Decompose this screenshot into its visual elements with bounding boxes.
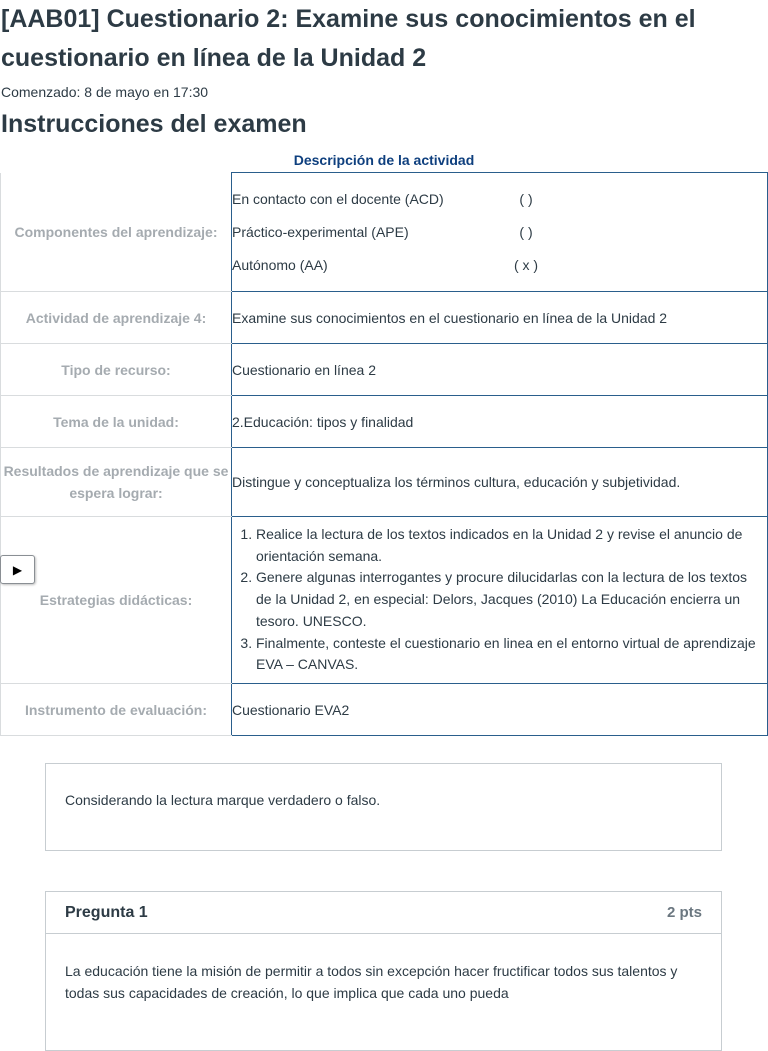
instrument-label: Instrumento de evaluación: xyxy=(1,684,232,736)
strategies-label: Estrategias didácticas: xyxy=(1,517,232,684)
component-name: Autónomo (AA) xyxy=(232,257,328,273)
resource-value: Cuestionario en línea 2 xyxy=(232,344,768,396)
row-strategies xyxy=(1,517,768,684)
topic-value: 2.Educación: tipos y finalidad xyxy=(232,396,768,448)
activity-table xyxy=(0,172,768,736)
row-resource xyxy=(1,344,768,396)
component-mark: ( ) xyxy=(519,224,533,240)
row-instrument xyxy=(1,684,768,736)
strategy-item: 2. Genere algunas interrogantes y procure dilucidarlas con la lectura de los textos de la Unidad 2, en especial: Delors, Jacques (2010) La Educación encierra un tesoro. UNESCO. xyxy=(256,567,763,632)
components-cell xyxy=(232,173,768,292)
started-timestamp: Comenzado: 8 de mayo en 17:30 xyxy=(1,84,209,100)
table-caption: Descripción de la actividad xyxy=(293,152,475,168)
strategies-list xyxy=(232,524,767,676)
components-label: Componentes del aprendizaje: xyxy=(1,173,232,292)
component-mark: ( ) xyxy=(519,191,533,207)
play-icon: ▶ xyxy=(12,562,23,577)
intro-box xyxy=(45,763,722,851)
row-results xyxy=(1,448,768,517)
instructions-heading: Instrucciones del examen xyxy=(1,110,307,138)
question-header xyxy=(46,892,721,934)
strategies-cell xyxy=(232,517,768,684)
component-item xyxy=(232,249,767,282)
row-activity xyxy=(1,292,768,344)
activity-label: Actividad de aprendizaje 4: xyxy=(1,292,232,344)
intro-text: Considerando la lectura marque verdadero o falso. xyxy=(65,792,381,808)
question-points: 2 pts xyxy=(666,904,702,921)
resource-label: Tipo de recurso: xyxy=(1,344,232,396)
results-value: Distingue y conceptualiza los términos cultura, educación y subjetividad. xyxy=(232,448,768,517)
row-components xyxy=(1,173,768,292)
component-item xyxy=(232,183,767,216)
strategy-item: 3. Finalmente, conteste el cuestionario en linea en el entorno virtual de aprendizaje EVA – CANVAS. xyxy=(256,633,763,676)
question-text: La educación tiene la misión de permitir a todos sin excepción hacer fructificar todos sus talentos y todas sus capacidades de creación, lo que implica que cada uno pueda xyxy=(65,963,678,1001)
strategy-item: 1. Realice la lectura de los textos indicados en la Unidad 2 y revise el anuncio de orientación semana. xyxy=(256,524,763,567)
question-card xyxy=(45,891,722,1051)
row-topic xyxy=(1,396,768,448)
results-label: Resultados de aprendizaje que se espera lograr: xyxy=(1,448,232,517)
component-mark: ( x ) xyxy=(513,257,539,273)
instrument-value: Cuestionario EVA2 xyxy=(232,684,768,736)
component-name: Práctico-experimental (APE) xyxy=(232,224,409,240)
play-button[interactable] xyxy=(0,555,35,584)
component-name: En contacto con el docente (ACD) xyxy=(232,191,444,207)
topic-label: Tema de la unidad: xyxy=(1,396,232,448)
component-item xyxy=(232,216,767,249)
quiz-title: [AAB01] Cuestionario 2: Examine sus conocimientos en el cuestionario en línea de la Unidad 2 xyxy=(1,5,696,72)
question-title: Pregunta 1 xyxy=(65,903,148,921)
activity-value: Examine sus conocimientos en el cuestionario en línea de la Unidad 2 xyxy=(232,292,768,344)
